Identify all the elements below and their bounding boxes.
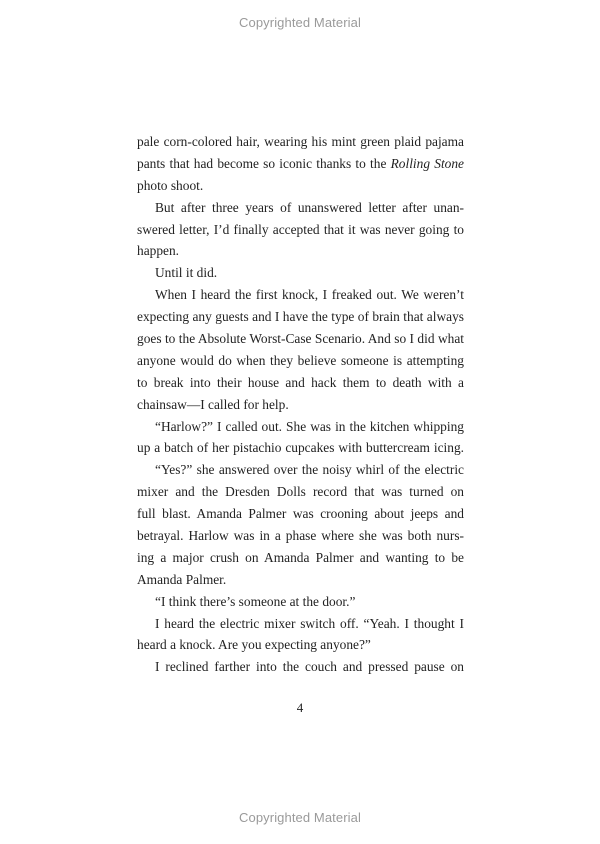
text-line: When I heard the first knock, I freaked out. We weren’t <box>155 287 464 303</box>
text-line <box>137 153 464 175</box>
text-line: heard a knock. Are you expecting anyone?” <box>137 637 371 653</box>
text-line: anyone would do when they believe someone is attempting <box>137 352 464 368</box>
text-line: But after three years of unanswered letter after unan- <box>155 199 464 215</box>
text-line: photo shoot. <box>137 177 204 193</box>
text-line: “I think there’s someone at the door.” <box>155 593 356 609</box>
text-line: Until it did. <box>155 265 218 281</box>
text-line: happen. <box>137 243 180 259</box>
text-line: chainsaw—I called for help. <box>137 396 289 412</box>
text-segment: pants that had become so iconic thanks to the <box>137 155 391 171</box>
text-line: Amanda Palmer. <box>137 571 227 587</box>
text-line: goes to the Absolute Worst-Case Scenario. And so I did what <box>137 331 464 347</box>
text-line: swered letter, I’d finally accepted that it was never going to <box>137 221 464 237</box>
text-line: I reclined farther into the couch and pressed pause on <box>155 659 464 675</box>
italic-title: Rolling Stone <box>390 155 464 171</box>
text-line: “Harlow?” I called out. She was in the kitchen whipping <box>155 418 464 434</box>
text-line: “Yes?” she answered over the noisy whirl of the electric <box>155 462 464 478</box>
text-line: mixer and the Dresden Dolls record that was turned on <box>137 484 464 500</box>
text-line: expecting any guests and I have the type of brain that always <box>137 309 464 325</box>
text-line: pale corn-colored hair, wearing his mint green plaid pajama <box>137 134 464 149</box>
text-line: betrayal. Harlow was in a phase where she was both nurs- <box>137 528 464 544</box>
watermark-top: Copyrighted Material <box>239 15 361 30</box>
body-text <box>137 131 464 678</box>
watermark-bottom: Copyrighted Material <box>239 810 361 825</box>
text-line: ing a major crush on Amanda Palmer and wanting to be <box>137 549 464 565</box>
text-line: to break into their house and hack them to death with a <box>137 374 464 390</box>
text-line: I heard the electric mixer switch off. “Yeah. I thought I <box>155 615 464 631</box>
text-line: up a batch of her pistachio cupcakes with buttercream icing. <box>137 440 464 456</box>
page-number: 4 <box>296 700 304 715</box>
text-line: full blast. Amanda Palmer was crooning about jeeps and <box>137 506 464 522</box>
